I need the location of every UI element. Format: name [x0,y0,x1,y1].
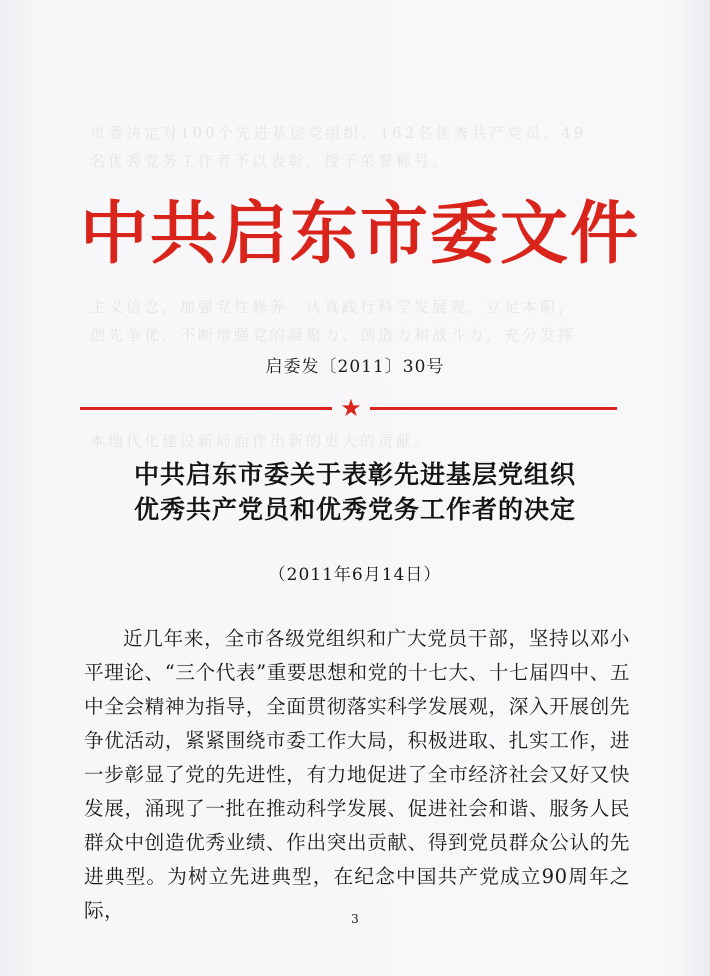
red-divider [80,394,617,422]
bleed-through-text: 市委决定对100个先进基层党组织、162名优秀共产党员、49 [90,124,587,142]
bleed-through-text: 名优秀党务工作者予以表彰，授予荣誉称号。 [90,152,451,170]
divider-line-left [80,407,332,410]
document-title-line-1: 中共启东市委关于表彰先进基层党组织 [133,460,576,489]
star-icon: ★ [340,394,362,422]
document-date: （2011年6月14日） [268,565,442,585]
body-paragraph: 近几年来，全市各级党组织和广大党员干部，坚持以邓小平理论、“三个代表”重要思想和党的十七大、十七届四中、五中全会精神为指导，全面贯彻落实科学发展观，深入开展创先争优活动，紧紧围绕市委工作大局，积极进取、扎实工作，进一步彰显了党的先进性，有力地促进了全市经济社会又好又快发展，涌现了一批在推动科学发展、促进社会和谐、服务人民群众中创造优秀业绩、作出突出贡献、得到党员群众公认的先进典型。为树立先进典型，在纪念中国共产党成立90周年之际， [84,627,630,922]
bleed-through-text: 创先争优，不断增强党的凝聚力、创造力和战斗力，充分发挥 [90,326,577,344]
bleed-through-text: 本地代化建设新局面作出新的更大的贡献。 [90,432,433,450]
masthead-title: 中共启东市委文件 [80,195,641,274]
bleed-through-text: 主义信念，加强党性修养，认真践行科学发展观，立足本职， [90,298,577,316]
document-title-line-2: 优秀共产党员和优秀党务工作者的决定 [133,495,576,524]
page-number: 3 [351,912,359,926]
document-number: 启委发〔2011〕30号 [265,357,445,377]
divider-line-right [370,407,617,410]
